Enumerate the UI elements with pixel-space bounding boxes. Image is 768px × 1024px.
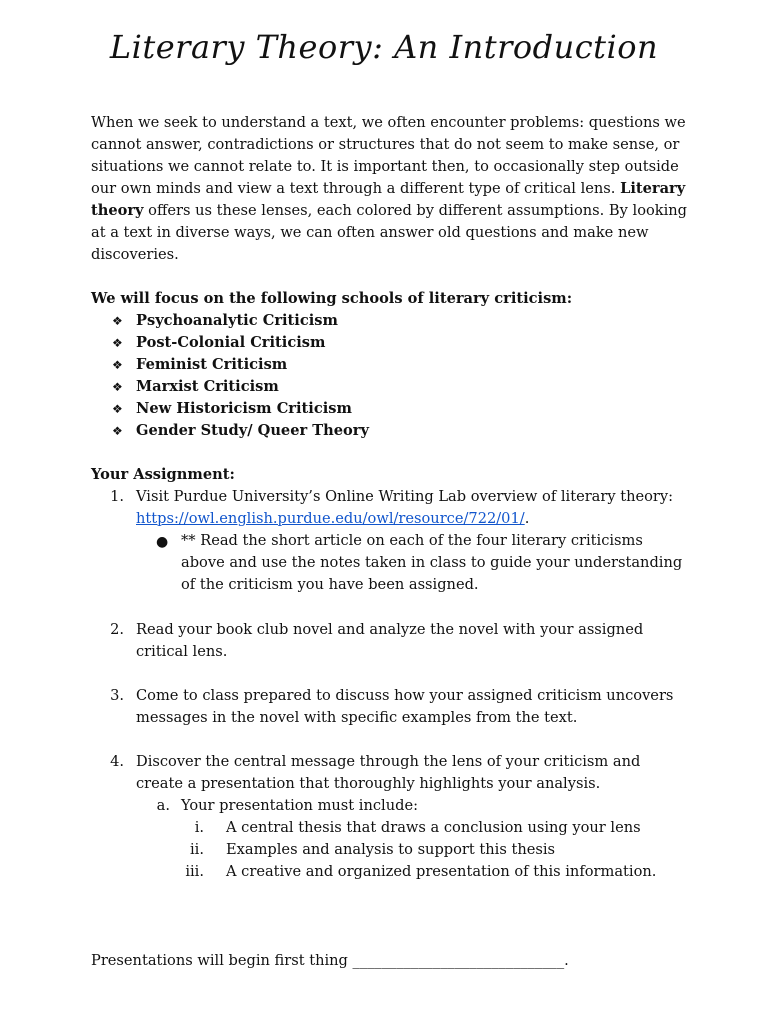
school-label: Gender Study/ Queer Theory [136, 422, 369, 439]
owl-link[interactable]: https://owl.english.purdue.edu/owl/resource/722/01/ [136, 510, 525, 527]
intro-text-1: When we seek to understand a text, we often encounter problems: questions we cannot answer, contradictions or structures that do not seem to make sense, or situations we cannot relate to. It is important then, to occasionally step outside our own minds and view a text through a different type of critical lens. [91, 114, 686, 197]
diamond-bullet-icon: ❖ [112, 336, 123, 350]
school-label: Feminist Criticism [136, 356, 288, 373]
requirement-item: Examples and analysis to support this thesis [226, 841, 556, 858]
list-item [112, 398, 369, 420]
focus-heading: We will focus on the following schools of literary criticism: [91, 290, 573, 307]
diamond-bullet-icon: ❖ [112, 424, 123, 438]
diamond-bullet-icon: ❖ [112, 402, 123, 416]
school-label: Marxist Criticism [136, 378, 279, 395]
requirement-item: A creative and organized presentation of this information. [226, 863, 657, 880]
intro-bold-term: Literary theory [91, 180, 686, 219]
intro-text-2: offers us these lenses, each colored by different assumptions. By looking at a text in diverse ways, we can often answer old questions and make new discoveries. [91, 202, 688, 263]
list-item [112, 376, 369, 398]
diamond-bullet-icon: ❖ [112, 358, 123, 372]
roman-numeral: iii. [185, 863, 204, 880]
step-number: 2. [110, 621, 124, 638]
step-4-text: Discover the central message through the lens of your criticism and create a presentation that thoroughly highlights your analysis. [136, 753, 641, 792]
school-label: New Historicism Criticism [136, 400, 352, 417]
link-suffix: . [524, 510, 530, 527]
list-item [112, 310, 369, 332]
diamond-bullet-icon: ❖ [112, 314, 123, 328]
schools-list [112, 310, 369, 442]
page-title: Literary Theory: An Introduction [109, 28, 659, 66]
intro-paragraph [91, 112, 691, 266]
roman-numeral: ii. [190, 841, 204, 858]
step-1-note: ** Read the short article on each of the four literary criticisms above and use the notes taken in class to guide your understanding of the criticism you have been assigned. [181, 532, 683, 593]
sub-step-text: Your presentation must include: [181, 797, 418, 814]
list-item [112, 332, 369, 354]
school-label: Post-Colonial Criticism [136, 334, 326, 351]
bullet-icon: ● [156, 534, 169, 550]
step-1-label: Visit Purdue University’s Online Writing Lab overview of literary theory: [136, 488, 674, 505]
list-item [112, 420, 369, 442]
requirement-item: A central thesis that draws a conclusion using your lens [226, 819, 641, 836]
step-2-text: Read your book club novel and analyze the novel with your assigned critical lens. [136, 621, 644, 660]
step-3-text: Come to class prepared to discuss how your assigned criticism uncovers messages in the novel with specific examples from the text. [136, 687, 674, 726]
step-1-text [136, 486, 684, 530]
roman-numeral: i. [194, 819, 204, 836]
step-number: 1. [110, 488, 124, 505]
list-item [112, 354, 369, 376]
step-number: 4. [110, 753, 124, 770]
school-label: Psychoanalytic Criticism [136, 312, 338, 329]
diamond-bullet-icon: ❖ [112, 380, 123, 394]
sub-step-label: a. [156, 797, 170, 814]
step-number: 3. [110, 687, 124, 704]
assignment-heading: Your Assignment: [91, 466, 235, 483]
footer-text: Presentations will begin first thing _____________________________. [91, 952, 569, 969]
